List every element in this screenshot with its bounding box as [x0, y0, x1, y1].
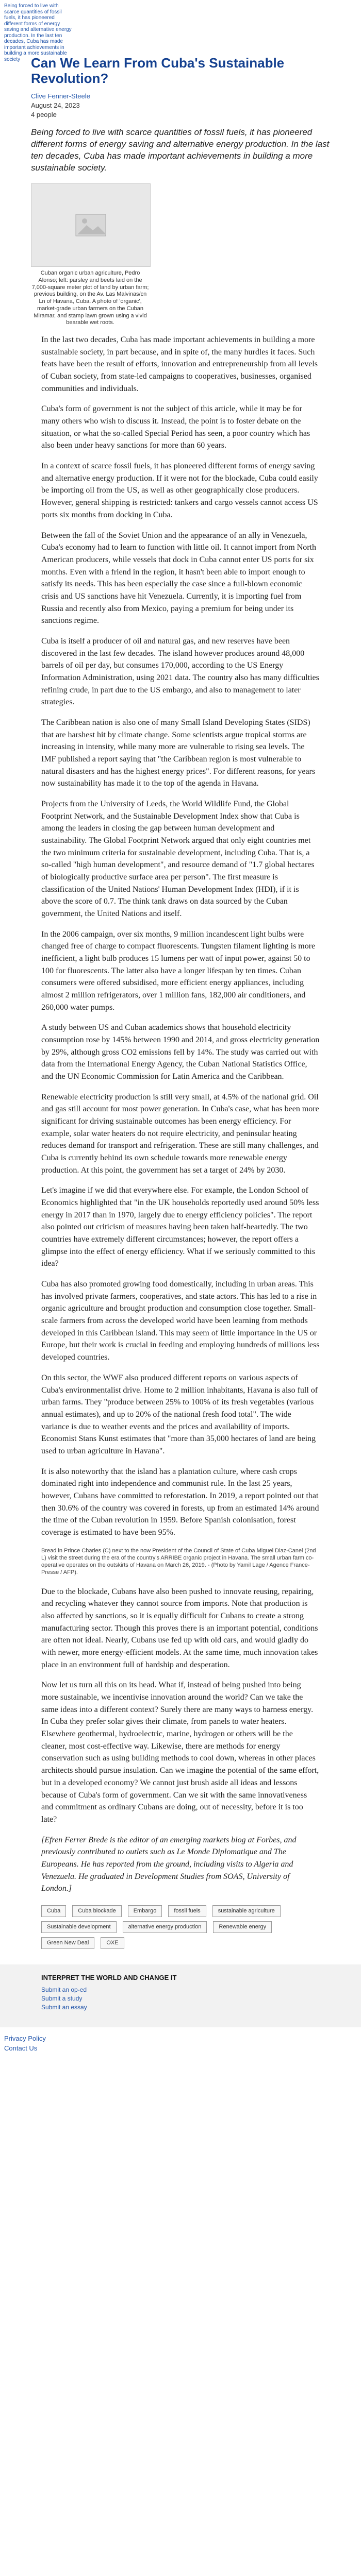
article-standfirst: Being forced to live with scarce quantities of fossil fuels, it has pioneered different forms of energy saving and alternative energy production. In the last ten decades, Cuba has made important achievements in building a more sustainable society. [31, 127, 330, 173]
tag-link[interactable]: Renewable energy [213, 1921, 272, 1933]
tag-link[interactable]: alternative energy production [123, 1921, 207, 1933]
figure-caption: Cuban organic urban agriculture, Pedro Alonso; left: parsley and beets laid on the 7,000-square meter plot of land by urban farm; previous building, on the Av. Las Malvinas/cn Ln of Havana, Cuba. A photo of 'organic', market-grade urban farmers on the Cuban Miramar, and stamp lawn grown using a vivid bearable wet roots. [31, 270, 149, 326]
view-count: 4 people [31, 111, 57, 119]
tag-list [41, 1905, 320, 1949]
privacy-policy-link[interactable]: Privacy Policy [4, 2034, 46, 2042]
tag-link[interactable]: Sustainable development [41, 1921, 117, 1933]
contact-us-link[interactable]: Contact Us [4, 2044, 38, 2053]
tag-link[interactable]: Embargo [128, 1905, 162, 1917]
submit-essay-link[interactable]: Submit an essay [41, 2004, 87, 2011]
site-footer [0, 1964, 361, 2027]
paragraph: Let's imagine if we did that everywhere else. For example, the London School of Economics highlighted that "in the UK households reportedly used around 50% less energy in 2017 than in 1970, largely due to energy efficiency policies". The report also pointed out criticism of measures having been taken half-heartedly. The two countries have extremely different circumstances; however, the report offers a glimpse into the effect of energy efficiency. What if we seriously committed to this idea? [41, 1186, 319, 1268]
tag-link[interactable]: Green New Deal [41, 1937, 94, 1949]
tag-link[interactable]: fossil fuels [168, 1905, 206, 1917]
lead-figure [31, 183, 150, 327]
article-body [0, 327, 361, 1949]
paragraph: In the 2006 campaign, over six months, 9 million incandescent light bulbs were changed free of charge to compact fluorescents. Tungsten filament lighting is more inefficient, a light bulb produces 15 lumens per watt of input power, against 50 to 100 for fluorescents. The latter also have a longer lifespan by ten times. Cuban consumers were offered subsidised, more efficient energy appliances, including almost 2 million refrigerators, over 1 million fans, 182,000 air conditioners, and 260,000 water pumps. [41, 929, 316, 1012]
submit-oped-link[interactable]: Submit an op-ed [41, 1986, 87, 1994]
paragraph: Cuba has also promoted growing food domestically, including in urban areas. This has involved private farmers, cooperatives, and state actors. This has led to a rise in organic agriculture and brought production and consumption close together. Small-scale farmers from across the developed world have been learning from methods developed in this Caribbean island. This may seem of little importance in the US or Europe, but their work is crucial in feeding and employing hundreds of millions less developed countries. [41, 1280, 320, 1362]
tag-link[interactable]: sustainable agriculture [212, 1905, 281, 1917]
article-meta [31, 92, 330, 120]
paragraph: Cuba is itself a producer of oil and natural gas, and new reserves have been discovered in the last few decades. The island however produces around 48,000 barrels of oil per day, but consumes 170,000, according to the US Energy Information Administration, using 2021 data. The country also has many difficulties refining crude, in part due to the US embargo, and also to management to later strategies. [41, 636, 319, 707]
paragraph: In the last two decades, Cuba has made important achievements in building a more sustainable society, in part because, and in spite of, the many hurdles it faces. Such feats have been the result of efforts, innovation and entrepreneurship from all levels of Cuban society, from state-led campaigns to cooperatives, businesses, organised communities and individuals. [41, 335, 318, 393]
paragraph: Projects from the University of Leeds, the World Wildlife Fund, the Global Footprint Network, and the Sustainable Development Index show that Cuba is among the leaders in closing the gap between human development and sustainability. The Global Footprint Network argued that only eight countries met the two minimum criteria for sustainable development, including Cuba. That is, a so-called "high human development", and resource demand of "1.7 global hectares of biologically productive surface area per person". The first measure is classification of the United Nations' Human Development Index (HDI), if it is above the score of 0.7. The think tank draws on data sourced by the Cuban government, the United Nations and itself. [41, 799, 315, 918]
paragraph: Between the fall of the Soviet Union and the appearance of an ally in Venezuela, Cuba's economy had to learn to function with little oil. It cannot import from North American producers, while vessels that dock in Cuba cannot enter US ports for six months. Even with a friend in the region, it hasn't been able to import enough to satisfy its needs. This has been especially the case since a full-blown economic crisis and US sanctions have hit Venezuela. Currently, it is importing fuel from Russia and recently also from Mexico, paying a premium for being under its sanctions regime. [41, 531, 316, 625]
lead-image [31, 183, 151, 267]
article-title: Can We Learn From Cuba's Sustainable Revolution? [31, 55, 285, 86]
author-name[interactable]: Clive Fenner-Steele [31, 92, 90, 100]
bottom-links [0, 2027, 361, 2064]
paragraph: Renewable electricity production is still very small, at 4.5% of the national grid. Oil and gas still account for most power generation. In Cuba's case, what has been more significant for driving sustainable outcomes has been energy efficiency. For example, solar water heaters do not require electricity, and peninsular heating reduces demand for transport and refrigeration. These are still many challenges, and Cuba is currently behind its own schedule towards more renewable energy production. At this point, the government has set a target of 24% by 2030. [41, 1092, 319, 1175]
hero-thumbnail-text[interactable]: Being forced to live with scarce quantities of fossil fuels, it has pioneered different forms of energy saving and alternative energy production. In the last ten decades, Cuba has made important achievements in building a more sustainable society [4, 3, 72, 62]
tag-link[interactable]: OXE [101, 1937, 124, 1949]
paragraph: Now let us turn all this on its head. What if, instead of being pushed into being more sustainable, we incentivise innovation around the world? Can we take the same ideas into a different context? Surely there are many ways to harness energy. In Cuba they prefer solar gives their climate, from panels to water heaters. Elsewhere geothermal, hydroelectric, marine, hydrogen or others will be the cleaner, most cost-effective way. Likewise, there are methods for energy conservation such as using building methods to cool down, whereas in other places architects should pursue insulation. Can we imagine the potential of the same effort, but in a developed economy? We cannot just brush aside all ideas and lessons because of Cuba's form of government. Can we sit with the same innovativeness and commitment as ordinary Cubans are doing, out of necessity, before it is too late? [41, 1681, 319, 1824]
paragraph: Cuba's form of government is not the subject of this article, while it may be for many others who wish to discuss it. Instead, the point is to foster debate on the situation, or what the so-called Special Period has seen, a poor country which has also been under heavy sanctions for more than 60 years. [41, 404, 310, 450]
paragraph: A study between US and Cuban academics shows that household electricity consumption rose by 145% between 1990 and 2014, and gross electricity generation by 29%, although gross CO2 emissions fell by 14%. The study was carried out with data from the International Energy Agency, the Cuban National Statistics Office, and the UN Economic Commission for Latin America and the Caribbean. [41, 1023, 320, 1081]
publish-date: August 24, 2023 [31, 101, 80, 109]
submit-study-link[interactable]: Submit a study [41, 1995, 83, 2003]
image-placeholder-icon [75, 214, 106, 236]
tag-link[interactable]: Cuba blockade [72, 1905, 121, 1917]
tag-link[interactable]: Cuba [41, 1905, 66, 1917]
footer-heading: INTERPRET THE WORLD AND CHANGE IT [41, 1973, 177, 1981]
photo-caption: Bread in Prince Charles (C) next to the now President of the Council of State of Cuba Miguel Diaz-Canel (2nd L) visit the street during the era of the country's ARRIBE organic project in Havana. The small urban farm co-operative operates on the outskirts of Havana on March 26, 2019. - (Photo by Yamil Lage / Agence France-Presse / AFP). [41, 1547, 316, 1576]
paragraph: The Caribbean nation is also one of many Small Island Developing States (SIDS) that are harshest hit by climate change. Some scientists argue tropical storms are increasing in intensity, while many more are vulnerable to rising sea levels. The IMF published a report saying that "the Caribbean region is most vulnerable to natural disasters and has the highest energy prices". For different reasons, for years now sustainability has made it to the top of the agenda in Havana. [41, 718, 316, 788]
paragraph: On this sector, the WWF also produced different reports on various aspects of Cuba's environmentalist drive. Home to 2 million inhabitants, Havana is also full of urban farms. They "produce between 25% to 100% of its fresh vegetables (various annual estimates), and up to 20% of the national fresh food total". The wide variance is due to weather events and the prices and availability of imports. Economist Stans Kunst estimates that "more than 35,000 hectares of land are being used to urban agriculture in Havana". [41, 1373, 318, 1455]
paragraph: Due to the blockade, Cubans have also been pushed to innovate reusing, repairing, and recycling whatever they cannot source from imports. Note that production is also affected by sanctions, so it is equally difficult for Cubans to create a strong manufacturing sector. Though this proves there is an important potential, conditions are often not ideal. Nearly, Cubans use fed up with old cars, and would gladly do with newer, more energy-efficient models. At the same time, much innovation takes place in an environment full of hardship and desperation. [41, 1587, 318, 1669]
paragraph: It is also noteworthy that the island has a plantation culture, where cash crops dominated right into independence and communist rule. In the last 25 years, however, Cubans have committed to reforestation. In 2019, a report pointed out that then 30.6% of the country was covered in forests, up from an estimated 14% around the time of the Cuban revolution in 1959. Before Spanish colonisation, forest coverage is estimated to have been 95%. [41, 1467, 319, 1537]
paragraph: In a context of scarce fossil fuels, it has pioneered different forms of energy saving and alternative energy production. If it were not for the blockade, Cuba could easily be importing oil from the US, as well as other geographically close producers. However, general shipping is restricted: tankers and cargo vessels cannot access US ports six months from docking in Cuba. [41, 462, 318, 519]
author-bio: [Efren Ferrer Brede is the editor of an emerging markets blog at Forbes, and previously contributed to outlets such as Le Monde Diplomatique and The Europeans. He has reported from the ground, including visits to Algeria and Venezuela. He graduated in Development Studies from SOAS, University of London.] [41, 1835, 297, 1893]
